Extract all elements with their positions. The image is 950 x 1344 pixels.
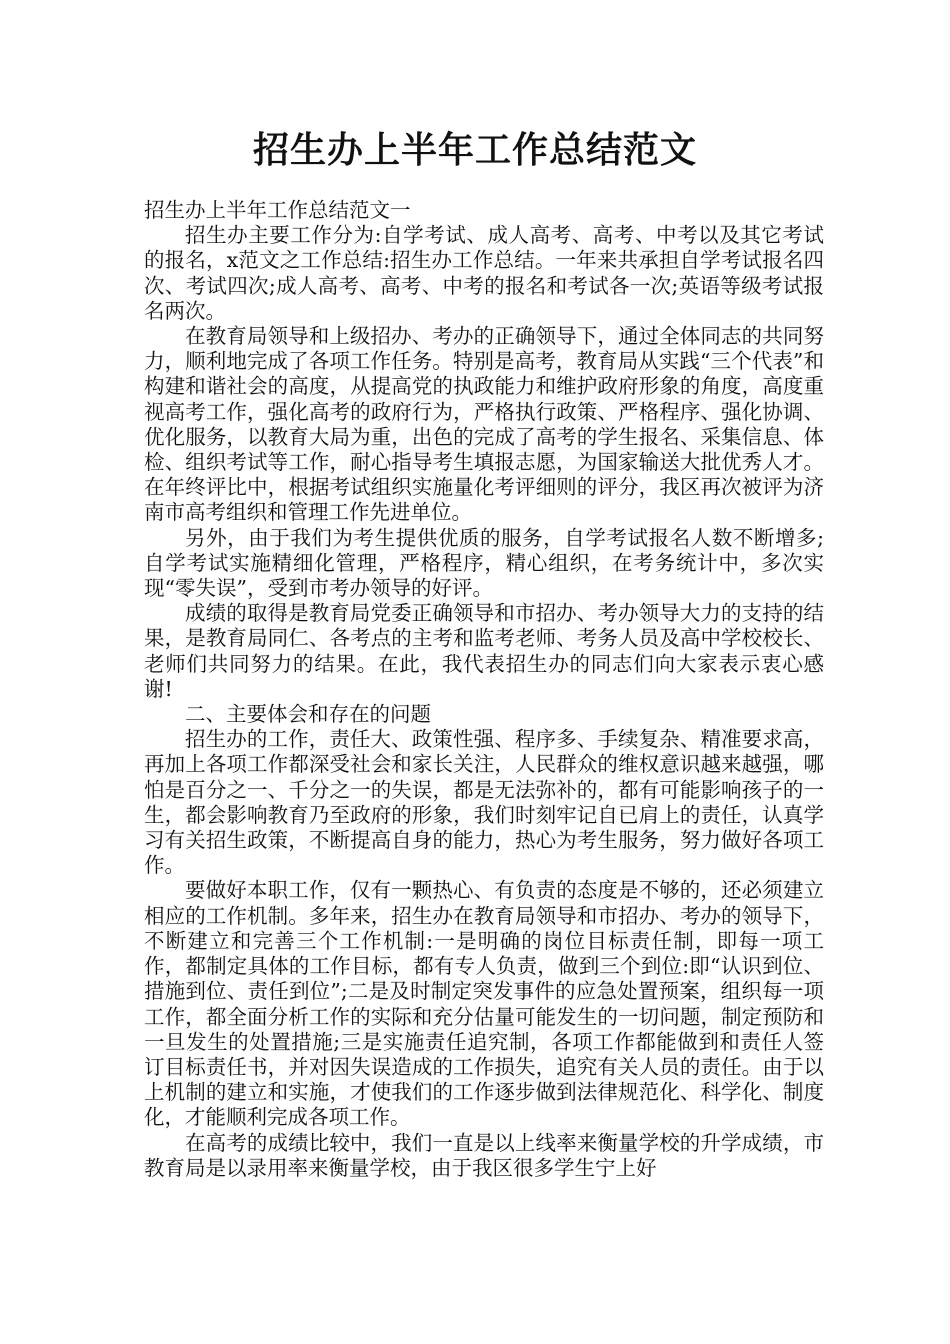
section-heading: 二、主要体会和存在的问题 bbox=[185, 702, 431, 727]
body-paragraph: 要做好本职工作，仅有一颗热心、有负责的态度是不够的，还必须建立相应的工作机制。多年来，招生办在教育局领导和市招办、考办的领导下，不断建立和完善三个工作机制:一是明确的岗位目标责任制，即每一项工作，都制定具体的工作目标，都有专人负责，做到三个到位:即“认识到位、措施到位、责任到位”;二是及时制定突发事件的应急处置预案，组织每一项工作，都全面分析工作的实际和充分估量可能发生的一切问题，制定预防和一旦发生的处置措施;三是实施责任追究制，各项工作都能做到和责任人签订目标责任书，并对因失误造成的工作损失，追究有关人员的责任。由于以上机制的建立和实施，才使我们的工作逐步做到法律规范化、科学化、制度化，才能顺利完成各项工作。 bbox=[144, 878, 824, 1130]
body-paragraph: 招生办主要工作分为:自学考试、成人高考、高考、中考以及其它考试的报名，x范文之工作总结:招生办工作总结。一年来共承担自学考试报名四次、考试四次;成人高考、高考、中考的报名和考试各一次;英语等级考试报名两次。 bbox=[144, 223, 824, 323]
body-paragraph: 成绩的取得是教育局党委正确领导和市招办、考办领导大力的支持的结果，是教育局同仁、各考点的主考和监考老师、考务人员及高中学校校长、老师们共同努力的结果。在此，我代表招生办的同志们向大家表示衷心感谢! bbox=[144, 601, 824, 701]
body-paragraph: 另外，由于我们为考生提供优质的服务，自学考试报名人数不断增多;自学考试实施精细化管理，严格程序，精心组织，在考务统计中，多次实现“零失误”，受到市考办领导的好评。 bbox=[144, 525, 824, 601]
subtitle-paragraph: 招生办上半年工作总结范文一 bbox=[144, 198, 411, 222]
document-body bbox=[144, 198, 824, 1181]
body-paragraph: 在高考的成绩比较中，我们一直是以上线率来衡量学校的升学成绩，市教育局是以录用率来衡量学校，由于我区很多学生宁上好 bbox=[144, 1130, 824, 1180]
body-paragraph: 在教育局领导和上级招办、考办的正确领导下，通过全体同志的共同努力，顺利地完成了各项工作任务。特别是高考，教育局从实践“三个代表”和构建和谐社会的高度，从提高党的执政能力和维护政府形象的角度，高度重视高考工作，强化高考的政府行为，严格执行政策、严格程序、强化协调、优化服务，以教育大局为重，出色的完成了高考的学生报名、采集信息、体检、组织考试等工作，耐心指导考生填报志愿，为国家输送大批优秀人才。在年终评比中，根据考试组织实施量化考评细则的评分，我区再次被评为济南市高考组织和管理工作先进单位。 bbox=[144, 324, 824, 525]
document-title: 招生办上半年工作总结范文 bbox=[252, 130, 697, 171]
body-paragraph: 招生办的工作，责任大、政策性强、程序多、手续复杂、精准要求高，再加上各项工作都深受社会和家长关注，人民群众的维权意识越来越强，哪怕是百分之一、千分之一的失误，都是无法弥补的，都有可能影响孩子的一生，都会影响教育乃至政府的形象，我们时刻牢记自已肩上的责任，认真学习有关招生政策，不断提高自身的能力，热心为考生服务，努力做好各项工作。 bbox=[144, 727, 824, 878]
